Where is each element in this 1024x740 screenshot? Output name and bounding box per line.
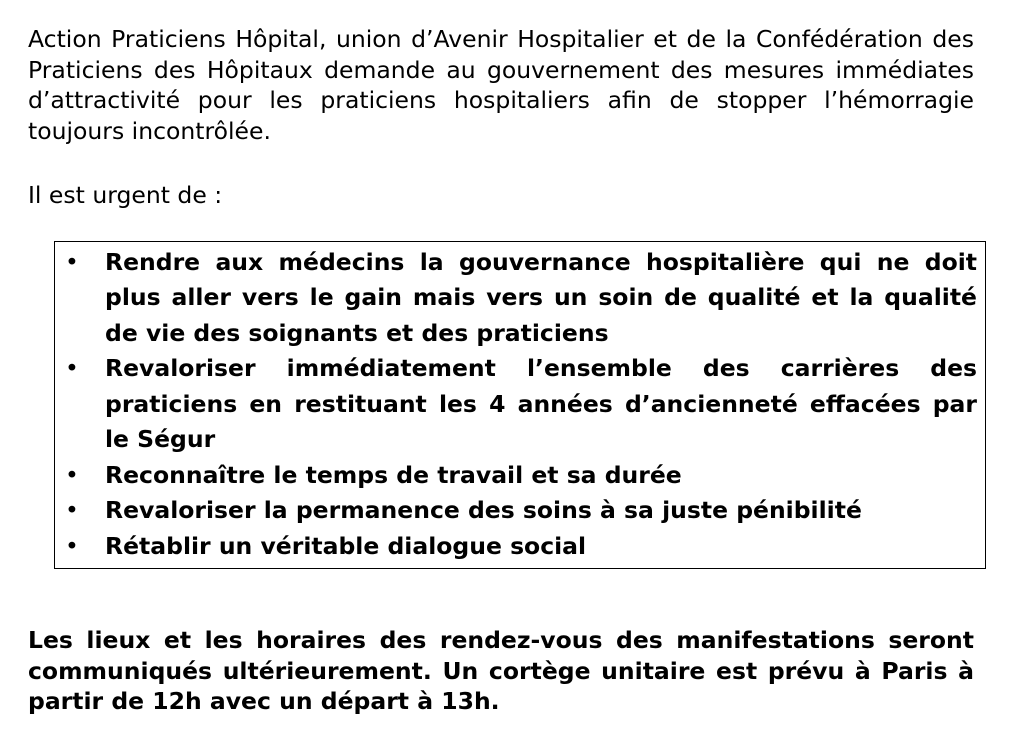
demand-text: Rendre aux médecins la gouvernance hospitalière qui ne doit plus aller vers le gain mais vers un soin de qualité et la qualité de vie des soignants et des praticiens (105, 247, 977, 347)
bullet-icon: • (65, 354, 79, 383)
demands-box (54, 241, 986, 570)
demand-item (65, 529, 977, 565)
demand-item (65, 245, 977, 352)
document-page (28, 24, 977, 717)
bullet-icon: • (65, 531, 79, 560)
demand-text: Revaloriser immédiatement l’ensemble des carrières des praticiens en restituant les 4 années d’ancienneté effacées par le Ségur (105, 354, 977, 454)
demand-text: Revaloriser la permanence des soins à sa juste pénibilité (105, 496, 862, 525)
urgent-label: Il est urgent de : (28, 181, 223, 210)
intro-paragraph: Action Praticiens Hôpital, union d’Avenir Hospitalier et de la Confédération des Praticiens des Hôpitaux demande au gouvernement des mesures immédiates d’attractivité pour les praticiens hospitaliers afin de stopper l’hémorragie toujours incontrôlée. (28, 25, 974, 145)
bullet-icon: • (65, 247, 79, 276)
bullet-icon: • (65, 496, 79, 525)
demand-item (65, 458, 977, 494)
demand-item (65, 351, 977, 458)
bullet-icon: • (65, 460, 79, 489)
demand-text: Reconnaître le temps de travail et sa durée (105, 460, 682, 489)
demand-text: Rétablir un véritable dialogue social (105, 531, 587, 560)
demands-list (65, 245, 977, 565)
outro-paragraph: Les lieux et les horaires des rendez-vous des manifestations seront communiqués ultérieurement. Un cortège unitaire est prévu à Paris à partir de 12h avec un départ à 13h. (28, 626, 974, 716)
demand-item (65, 493, 977, 529)
